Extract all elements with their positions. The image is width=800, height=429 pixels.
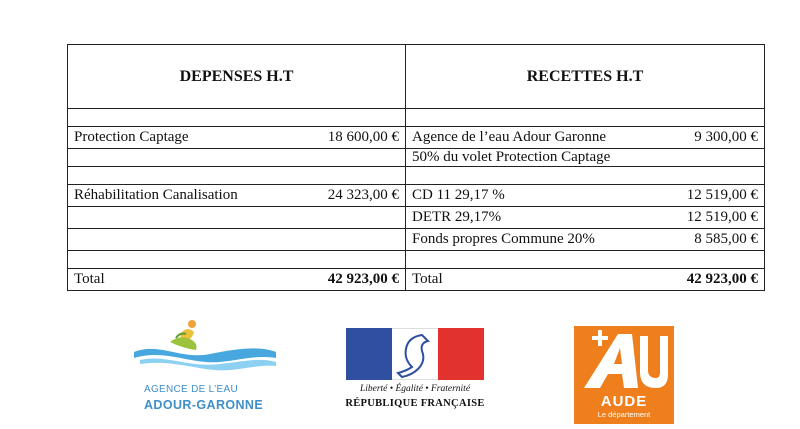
recette-label: CD 11 29,17 % [412, 187, 505, 203]
depenses-header: DEPENSES H.T [68, 45, 406, 109]
total-label: Total [412, 271, 443, 287]
table-row [68, 127, 765, 149]
total-amount: 42 923,00 € [327, 271, 399, 287]
recette-cell [406, 207, 765, 229]
recette-cell [406, 185, 765, 207]
depense-label: Protection Captage [74, 129, 189, 145]
republique-motto: Liberté • Égalité • Fraternité [359, 384, 471, 394]
spacer-row [68, 109, 765, 127]
recette-label: DETR 29,17% [412, 209, 502, 225]
table-row [68, 185, 765, 207]
table-row [68, 149, 765, 167]
recette-amount: 8 585,00 € [694, 231, 758, 247]
table-row [68, 229, 765, 251]
aude-cross-icon [574, 326, 674, 392]
recettes-header: RECETTES H.T [406, 45, 765, 109]
recette-note: 50% du volet Protection Captage [406, 149, 765, 167]
depense-label: Réhabilitation Canalisation [74, 187, 238, 203]
depense-cell [68, 127, 406, 149]
marianne-flag-icon [346, 328, 484, 380]
total-row [68, 269, 765, 291]
agence-line2: ADOUR-GARONNE [144, 398, 264, 412]
total-label: Total [74, 271, 105, 287]
recette-amount: 9 300,00 € [694, 129, 758, 145]
aude-departement-logo [574, 326, 674, 424]
table-row [68, 207, 765, 229]
spacer-row [68, 167, 765, 185]
recette-label: Fonds propres Commune 20% [412, 231, 595, 247]
aude-name: AUDE [600, 393, 648, 410]
total-amount: 42 923,00 € [686, 271, 758, 287]
agence-line1: AGENCE DE L’EAU [144, 384, 238, 395]
aude-subtitle: Le département [597, 410, 651, 419]
agence-eau-logo [130, 318, 280, 418]
recette-total-cell [406, 269, 765, 291]
depense-amount: 24 323,00 € [327, 187, 399, 203]
wave-icon [130, 318, 280, 380]
republique-name: RÉPUBLIQUE FRANÇAISE [345, 398, 485, 409]
budget-table [67, 44, 765, 291]
depense-amount: 18 600,00 € [327, 129, 399, 145]
recette-label: Agence de l’eau Adour Garonne [412, 129, 607, 145]
recette-cell [406, 127, 765, 149]
depense-cell [68, 185, 406, 207]
spacer-row [68, 251, 765, 269]
header-row [68, 45, 765, 109]
republique-francaise-logo [340, 328, 490, 418]
depense-total-cell [68, 269, 406, 291]
recette-cell [406, 229, 765, 251]
recette-amount: 12 519,00 € [686, 209, 758, 225]
recette-amount: 12 519,00 € [686, 187, 758, 203]
